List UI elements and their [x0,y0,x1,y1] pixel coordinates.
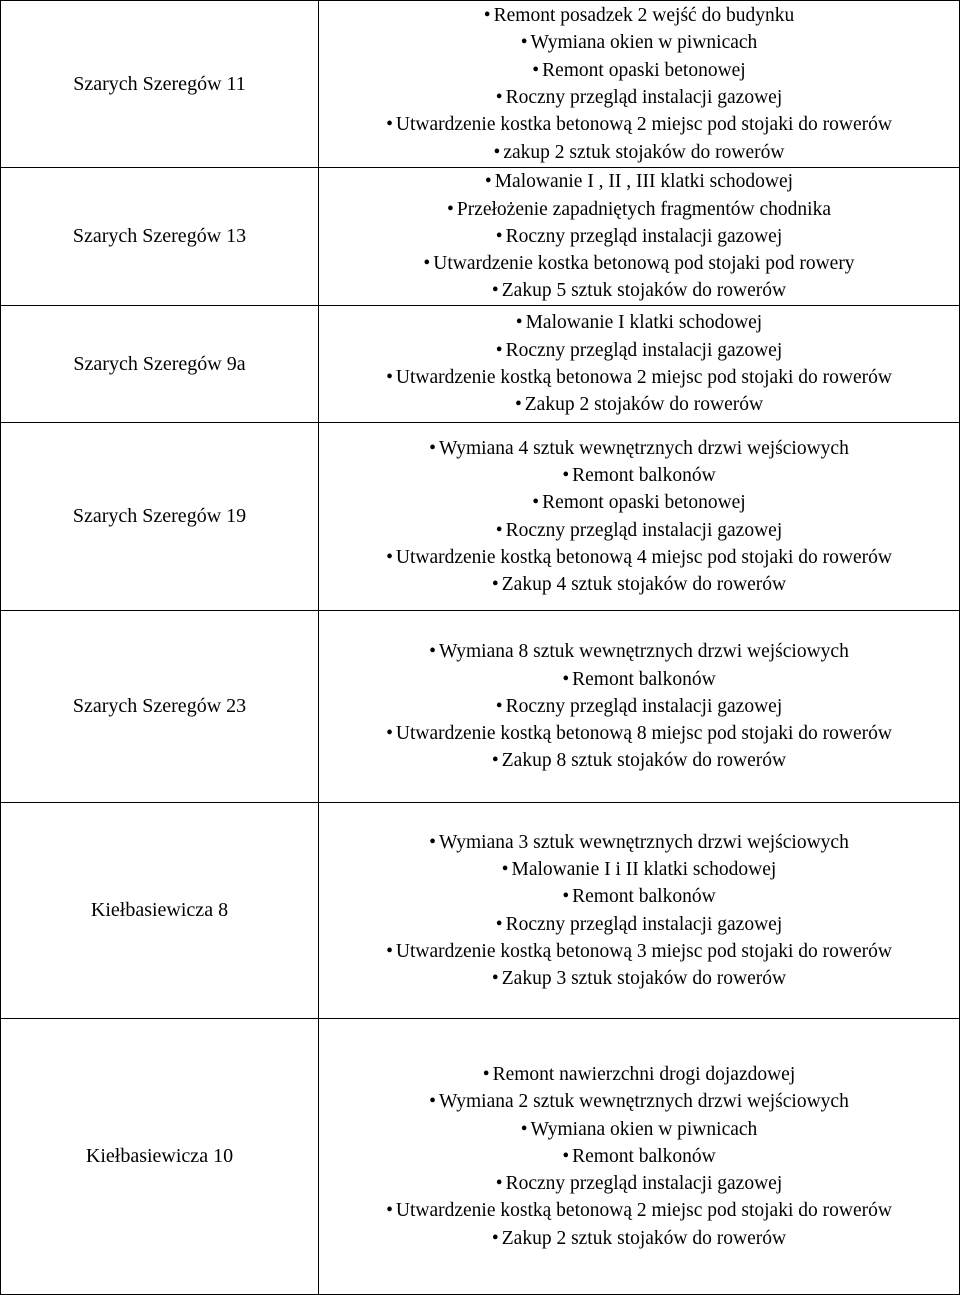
list-item: • Malowanie I klatki schodowej [319,309,959,336]
items-cell [319,423,960,611]
items-cell [319,168,960,306]
list-item: • Utwardzenie kostką betonową 8 miejsc pod stojaki do rowerów [319,720,959,747]
table-row [1,803,960,1019]
address-cell: Kiełbasiewicza 10 [1,1019,319,1295]
list-item: • Roczny przegląd instalacji gazowej [319,693,959,720]
address-cell: Szarych Szeregów 23 [1,611,319,803]
list-item: • Wymiana 4 sztuk wewnętrznych drzwi wejściowych [319,435,959,462]
list-item: • Remont opaski betonowej [319,57,959,84]
list-item: • Utwardzenie kostką betonową 3 miejsc pod stojaki do rowerów [319,938,959,965]
list-item: • Zakup 8 sztuk stojaków do rowerów [319,747,959,774]
list-item: • Zakup 2 stojaków do rowerów [319,391,959,418]
list-item: • Zakup 3 sztuk stojaków do rowerów [319,965,959,992]
list-item: • Wymiana 8 sztuk wewnętrznych drzwi wejściowych [319,638,959,665]
table-row [1,611,960,803]
list-item: • Roczny przegląd instalacji gazowej [319,1170,959,1197]
list-item: • Wymiana okien w piwnicach [319,29,959,56]
items-cell [319,803,960,1019]
items-cell [319,1019,960,1295]
list-item: • Remont nawierzchni drogi dojazdowej [319,1061,959,1088]
list-item: • Remont balkonów [319,1143,959,1170]
list-item: • Roczny przegląd instalacji gazowej [319,517,959,544]
list-item: • zakup 2 sztuk stojaków do rowerów [319,139,959,166]
list-item: • Malowanie I , II , III klatki schodowej [319,168,959,195]
list-item: • Roczny przegląd instalacji gazowej [319,911,959,938]
address-cell: Szarych Szeregów 11 [1,1,319,168]
list-item: • Remont balkonów [319,462,959,489]
list-item: • Utwardzenie kostką betonową 2 miejsc pod stojaki do rowerów [319,1197,959,1224]
list-item: • Remont balkonów [319,666,959,693]
address-cell: Szarych Szeregów 13 [1,168,319,306]
list-item: • Przełożenie zapadniętych fragmentów chodnika [319,196,959,223]
list-item: • Utwardzenie kostką betonowa 2 miejsc pod stojaki do rowerów [319,364,959,391]
items-cell [319,611,960,803]
list-item: • Wymiana okien w piwnicach [319,1116,959,1143]
table-row [1,423,960,611]
address-cell: Szarych Szeregów 9a [1,306,319,423]
list-item: • Malowanie I i II klatki schodowej [319,856,959,883]
list-item: • Utwardzenie kostka betonową pod stojaki pod rowery [319,250,959,277]
list-item: • Wymiana 3 sztuk wewnętrznych drzwi wejściowych [319,829,959,856]
items-cell [319,306,960,423]
list-item: • Roczny przegląd instalacji gazowej [319,337,959,364]
list-item: • Zakup 2 sztuk stojaków do rowerów [319,1225,959,1252]
list-item: • Remont opaski betonowej [319,489,959,516]
list-item: • Zakup 5 sztuk stojaków do rowerów [319,277,959,304]
table-row [1,168,960,306]
table-row [1,306,960,423]
list-item: • Zakup 4 sztuk stojaków do rowerów [319,571,959,598]
list-item: • Utwardzenie kostką betonową 4 miejsc pod stojaki do rowerów [319,544,959,571]
table-row [1,1,960,168]
list-item: • Utwardzenie kostka betonową 2 miejsc pod stojaki do rowerów [319,111,959,138]
address-cell: Kiełbasiewicza 8 [1,803,319,1019]
list-item: • Remont balkonów [319,883,959,910]
list-item: • Roczny przegląd instalacji gazowej [319,84,959,111]
list-item: • Roczny przegląd instalacji gazowej [319,223,959,250]
table-row [1,1019,960,1295]
list-item: • Remont posadzek 2 wejść do budynku [319,2,959,29]
list-item: • Wymiana 2 sztuk wewnętrznych drzwi wejściowych [319,1088,959,1115]
address-cell: Szarych Szeregów 19 [1,423,319,611]
items-cell [319,1,960,168]
